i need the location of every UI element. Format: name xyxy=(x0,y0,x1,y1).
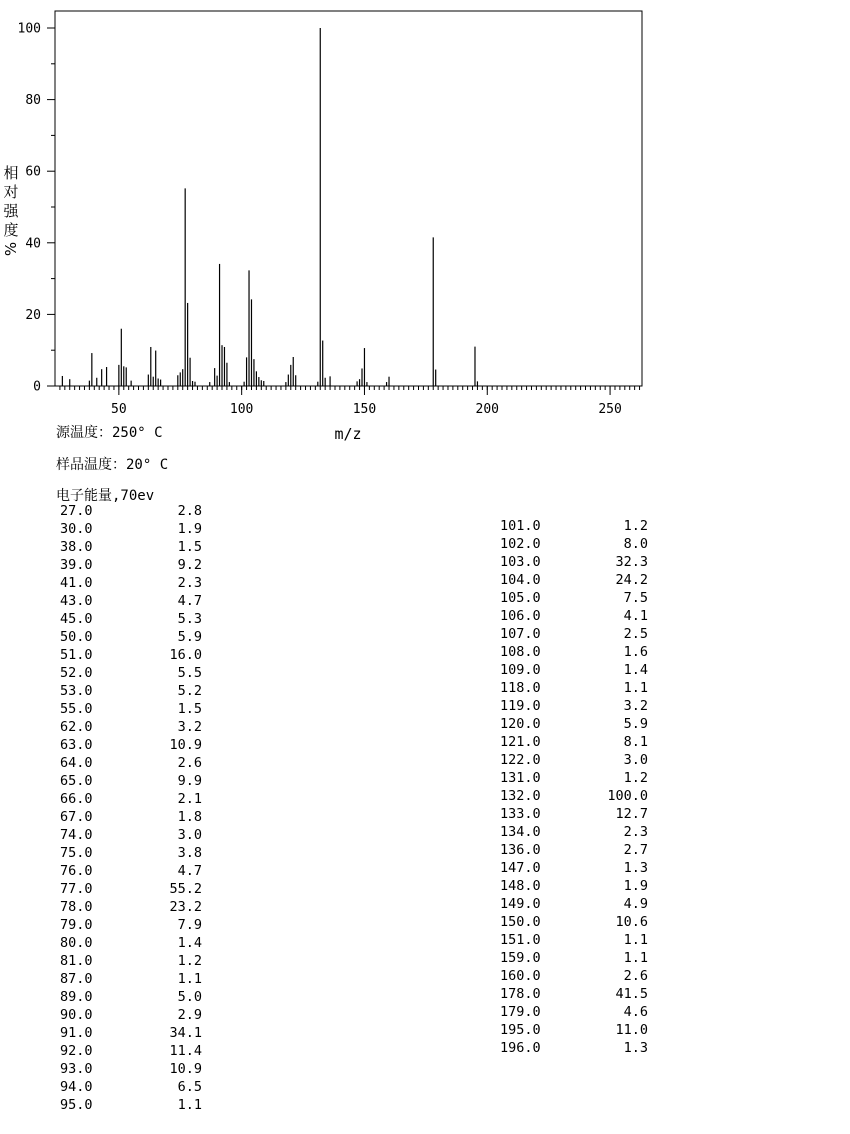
mz-value: 95.0 xyxy=(60,1097,93,1113)
table-row xyxy=(60,1060,202,1078)
table-row xyxy=(60,646,202,664)
relative-abundance-value: 1.3 xyxy=(623,860,648,876)
mz-value: 80.0 xyxy=(60,935,93,951)
table-row xyxy=(60,502,202,520)
mz-value: 38.0 xyxy=(60,539,93,555)
table-row xyxy=(500,625,648,643)
relative-abundance-value: 4.7 xyxy=(177,593,202,609)
relative-abundance-value: 10.6 xyxy=(615,914,648,930)
relative-abundance-value: 1.9 xyxy=(623,878,648,894)
y-axis-ticks xyxy=(18,22,55,395)
table-row xyxy=(500,967,648,985)
relative-abundance-value: 10.9 xyxy=(169,737,202,753)
relative-abundance-value: 4.1 xyxy=(623,608,648,624)
mz-value: 93.0 xyxy=(60,1061,93,1077)
table-row xyxy=(500,1039,648,1057)
mz-value: 147.0 xyxy=(500,860,541,876)
relative-abundance-value: 2.3 xyxy=(623,824,648,840)
table-row xyxy=(60,1006,202,1024)
table-row xyxy=(60,628,202,646)
x-axis-ticks xyxy=(111,386,622,417)
relative-abundance-value: 1.6 xyxy=(623,644,648,660)
mz-value: 122.0 xyxy=(500,752,541,768)
relative-abundance-value: 2.5 xyxy=(623,626,648,642)
y-tick-label: 80 xyxy=(25,93,41,109)
relative-abundance-value: 24.2 xyxy=(615,572,648,588)
y-tick-label: 40 xyxy=(25,236,41,252)
relative-abundance-value: 41.5 xyxy=(615,986,648,1002)
table-row xyxy=(60,556,202,574)
relative-abundance-value: 11.0 xyxy=(615,1022,648,1038)
relative-abundance-value: 3.2 xyxy=(177,719,202,735)
table-row xyxy=(60,574,202,592)
mz-value: 159.0 xyxy=(500,950,541,966)
relative-abundance-value: 16.0 xyxy=(169,647,202,663)
mz-value: 106.0 xyxy=(500,608,541,624)
table-row xyxy=(500,661,648,679)
x-tick-label: 250 xyxy=(598,402,622,417)
mz-value: 102.0 xyxy=(500,536,541,552)
table-row xyxy=(500,571,648,589)
mz-value: 104.0 xyxy=(500,572,541,588)
table-row xyxy=(500,697,648,715)
relative-abundance-value: 1.3 xyxy=(623,1040,648,1056)
mz-value: 79.0 xyxy=(60,917,93,933)
table-row xyxy=(60,700,202,718)
mz-value: 133.0 xyxy=(500,806,541,822)
table-row xyxy=(500,877,648,895)
relative-abundance-value: 8.1 xyxy=(623,734,648,750)
mz-value: 118.0 xyxy=(500,680,541,696)
table-row xyxy=(60,790,202,808)
table-row xyxy=(60,988,202,1006)
mz-value: 136.0 xyxy=(500,842,541,858)
relative-abundance-value: 5.3 xyxy=(177,611,202,627)
relative-abundance-value: 3.0 xyxy=(177,827,202,843)
mz-value: 62.0 xyxy=(60,719,93,735)
relative-abundance-value: 7.5 xyxy=(623,590,648,606)
table-row xyxy=(60,934,202,952)
mz-value: 41.0 xyxy=(60,575,93,591)
table-row xyxy=(500,805,648,823)
y-tick-label: 0 xyxy=(33,379,41,395)
mz-value: 55.0 xyxy=(60,701,93,717)
table-row xyxy=(500,787,648,805)
source-temperature: 源温度：250° C xyxy=(56,425,163,441)
table-row xyxy=(500,643,648,661)
table-row xyxy=(60,844,202,862)
mz-value: 179.0 xyxy=(500,1004,541,1020)
relative-abundance-value: 1.5 xyxy=(177,701,202,717)
mz-value: 121.0 xyxy=(500,734,541,750)
table-row xyxy=(60,592,202,610)
table-row xyxy=(500,1021,648,1039)
table-row xyxy=(60,520,202,538)
relative-abundance-value: 2.8 xyxy=(177,503,202,519)
mz-value: 120.0 xyxy=(500,716,541,732)
relative-abundance-value: 1.2 xyxy=(623,770,648,786)
x-tick-label: 200 xyxy=(475,402,500,417)
table-row xyxy=(500,607,648,625)
relative-abundance-value: 5.5 xyxy=(177,665,202,681)
sample-temperature: 样品温度：20° C xyxy=(56,457,169,473)
mz-value: 109.0 xyxy=(500,662,541,678)
table-row xyxy=(60,826,202,844)
table-row xyxy=(500,715,648,733)
table-row xyxy=(60,1042,202,1060)
relative-abundance-value: 9.9 xyxy=(177,773,202,789)
table-row xyxy=(500,931,648,949)
relative-abundance-value: 4.7 xyxy=(177,863,202,879)
relative-abundance-value: 2.6 xyxy=(177,755,202,771)
relative-abundance-value: 1.2 xyxy=(177,953,202,969)
table-row xyxy=(500,679,648,697)
mz-value: 78.0 xyxy=(60,899,93,915)
table-row xyxy=(500,589,648,607)
table-row xyxy=(60,1096,202,1114)
table-row xyxy=(60,772,202,790)
mz-value: 66.0 xyxy=(60,791,93,807)
relative-abundance-value: 1.1 xyxy=(623,950,648,966)
table-row xyxy=(500,553,648,571)
y-axis-label-char: 度 xyxy=(3,221,19,239)
table-row xyxy=(60,754,202,772)
y-tick-label: 60 xyxy=(25,164,41,180)
x-axis-label: m/z xyxy=(334,425,362,443)
relative-abundance-value: 5.9 xyxy=(177,629,202,645)
mz-value: 39.0 xyxy=(60,557,93,573)
mz-value: 89.0 xyxy=(60,989,93,1005)
mz-value: 92.0 xyxy=(60,1043,93,1059)
mz-value: 74.0 xyxy=(60,827,93,843)
relative-abundance-value: 1.5 xyxy=(177,539,202,555)
relative-abundance-value: 1.1 xyxy=(623,932,648,948)
table-row xyxy=(60,880,202,898)
relative-abundance-value: 2.1 xyxy=(177,791,202,807)
plot-frame xyxy=(55,11,642,386)
mz-value: 107.0 xyxy=(500,626,541,642)
mz-value: 27.0 xyxy=(60,503,93,519)
mz-value: 81.0 xyxy=(60,953,93,969)
table-row xyxy=(500,841,648,859)
mz-value: 30.0 xyxy=(60,521,93,537)
table-row xyxy=(60,682,202,700)
table-row xyxy=(60,808,202,826)
mz-value: 149.0 xyxy=(500,896,541,912)
table-row xyxy=(500,517,648,535)
mz-value: 75.0 xyxy=(60,845,93,861)
table-row xyxy=(500,733,648,751)
y-axis-label xyxy=(2,164,20,256)
mz-value: 87.0 xyxy=(60,971,93,987)
x-tick-label: 50 xyxy=(111,402,127,417)
mz-value: 178.0 xyxy=(500,986,541,1002)
mass-spectrum-chart xyxy=(0,0,850,450)
table-row xyxy=(500,751,648,769)
mz-value: 131.0 xyxy=(500,770,541,786)
mz-value: 160.0 xyxy=(500,968,541,984)
table-row xyxy=(60,1024,202,1042)
relative-abundance-value: 3.0 xyxy=(623,752,648,768)
relative-abundance-value: 1.8 xyxy=(177,809,202,825)
mz-value: 119.0 xyxy=(500,698,541,714)
mz-value: 50.0 xyxy=(60,629,93,645)
table-row xyxy=(60,916,202,934)
relative-abundance-value: 1.2 xyxy=(623,518,648,534)
relative-abundance-value: 2.9 xyxy=(177,1007,202,1023)
mz-value: 150.0 xyxy=(500,914,541,930)
mz-value: 51.0 xyxy=(60,647,93,663)
mz-value: 108.0 xyxy=(500,644,541,660)
mz-value: 76.0 xyxy=(60,863,93,879)
relative-abundance-value: 6.5 xyxy=(177,1079,202,1095)
relative-abundance-value: 12.7 xyxy=(615,806,648,822)
peak-table-right xyxy=(500,517,648,1057)
spectrum-peaks xyxy=(62,28,477,386)
relative-abundance-value: 11.4 xyxy=(169,1043,202,1059)
mz-value: 132.0 xyxy=(500,788,541,804)
table-row xyxy=(60,970,202,988)
electron-energy: 电子能量,70ev xyxy=(56,488,155,504)
mz-value: 65.0 xyxy=(60,773,93,789)
mz-value: 63.0 xyxy=(60,737,93,753)
mz-value: 94.0 xyxy=(60,1079,93,1095)
x-minor-ticks xyxy=(60,386,640,390)
mz-value: 134.0 xyxy=(500,824,541,840)
mz-value: 64.0 xyxy=(60,755,93,771)
mz-value: 151.0 xyxy=(500,932,541,948)
y-tick-label: 20 xyxy=(25,307,41,323)
mz-value: 45.0 xyxy=(60,611,93,627)
mz-value: 105.0 xyxy=(500,590,541,606)
table-row xyxy=(500,535,648,553)
table-row xyxy=(500,859,648,877)
table-row xyxy=(500,913,648,931)
table-row xyxy=(60,610,202,628)
relative-abundance-value: 5.9 xyxy=(623,716,648,732)
relative-abundance-value: 1.1 xyxy=(623,680,648,696)
x-tick-label: 100 xyxy=(229,402,254,417)
table-row xyxy=(60,898,202,916)
mz-value: 52.0 xyxy=(60,665,93,681)
mz-value: 43.0 xyxy=(60,593,93,609)
relative-abundance-value: 2.7 xyxy=(623,842,648,858)
relative-abundance-value: 2.3 xyxy=(177,575,202,591)
y-axis-label-char: 相 xyxy=(3,164,19,182)
y-tick-label: 100 xyxy=(17,21,41,37)
relative-abundance-value: 1.1 xyxy=(177,971,202,987)
relative-abundance-value: 3.2 xyxy=(623,698,648,714)
mz-value: 196.0 xyxy=(500,1040,541,1056)
table-row xyxy=(60,862,202,880)
mz-value: 77.0 xyxy=(60,881,93,897)
table-row xyxy=(60,664,202,682)
relative-abundance-value: 1.9 xyxy=(177,521,202,537)
table-row xyxy=(60,538,202,556)
mz-value: 90.0 xyxy=(60,1007,93,1023)
relative-abundance-value: 1.4 xyxy=(177,935,202,951)
peak-table-left xyxy=(60,502,202,1114)
relative-abundance-value: 32.3 xyxy=(615,554,648,570)
relative-abundance-value: 7.9 xyxy=(177,917,202,933)
mz-value: 195.0 xyxy=(500,1022,541,1038)
relative-abundance-value: 3.8 xyxy=(177,845,202,861)
table-row xyxy=(500,1003,648,1021)
relative-abundance-value: 100.0 xyxy=(607,788,648,804)
table-row xyxy=(60,952,202,970)
relative-abundance-value: 4.9 xyxy=(623,896,648,912)
table-row xyxy=(500,949,648,967)
table-row xyxy=(500,985,648,1003)
relative-abundance-value: 34.1 xyxy=(169,1025,202,1041)
table-row xyxy=(500,769,648,787)
mz-value: 148.0 xyxy=(500,878,541,894)
y-axis-label-char: 对 xyxy=(3,183,19,201)
table-row xyxy=(500,895,648,913)
mz-value: 91.0 xyxy=(60,1025,93,1041)
relative-abundance-value: 2.6 xyxy=(623,968,648,984)
relative-abundance-value: 1.1 xyxy=(177,1097,202,1113)
y-axis-label-char: 强 xyxy=(3,202,19,220)
x-tick-label: 150 xyxy=(352,402,377,417)
relative-abundance-value: 9.2 xyxy=(177,557,202,573)
relative-abundance-value: 1.4 xyxy=(623,662,648,678)
relative-abundance-value: 4.6 xyxy=(623,1004,648,1020)
y-axis-label-char: % xyxy=(2,241,20,257)
relative-abundance-value: 55.2 xyxy=(169,881,202,897)
relative-abundance-value: 10.9 xyxy=(169,1061,202,1077)
relative-abundance-value: 23.2 xyxy=(169,899,202,915)
mz-value: 101.0 xyxy=(500,518,541,534)
mz-value: 103.0 xyxy=(500,554,541,570)
mz-value: 53.0 xyxy=(60,683,93,699)
table-row xyxy=(500,823,648,841)
relative-abundance-value: 5.2 xyxy=(177,683,202,699)
table-row xyxy=(60,736,202,754)
table-row xyxy=(60,1078,202,1096)
mz-value: 67.0 xyxy=(60,809,93,825)
table-row xyxy=(60,718,202,736)
relative-abundance-value: 5.0 xyxy=(177,989,202,1005)
relative-abundance-value: 8.0 xyxy=(623,536,648,552)
